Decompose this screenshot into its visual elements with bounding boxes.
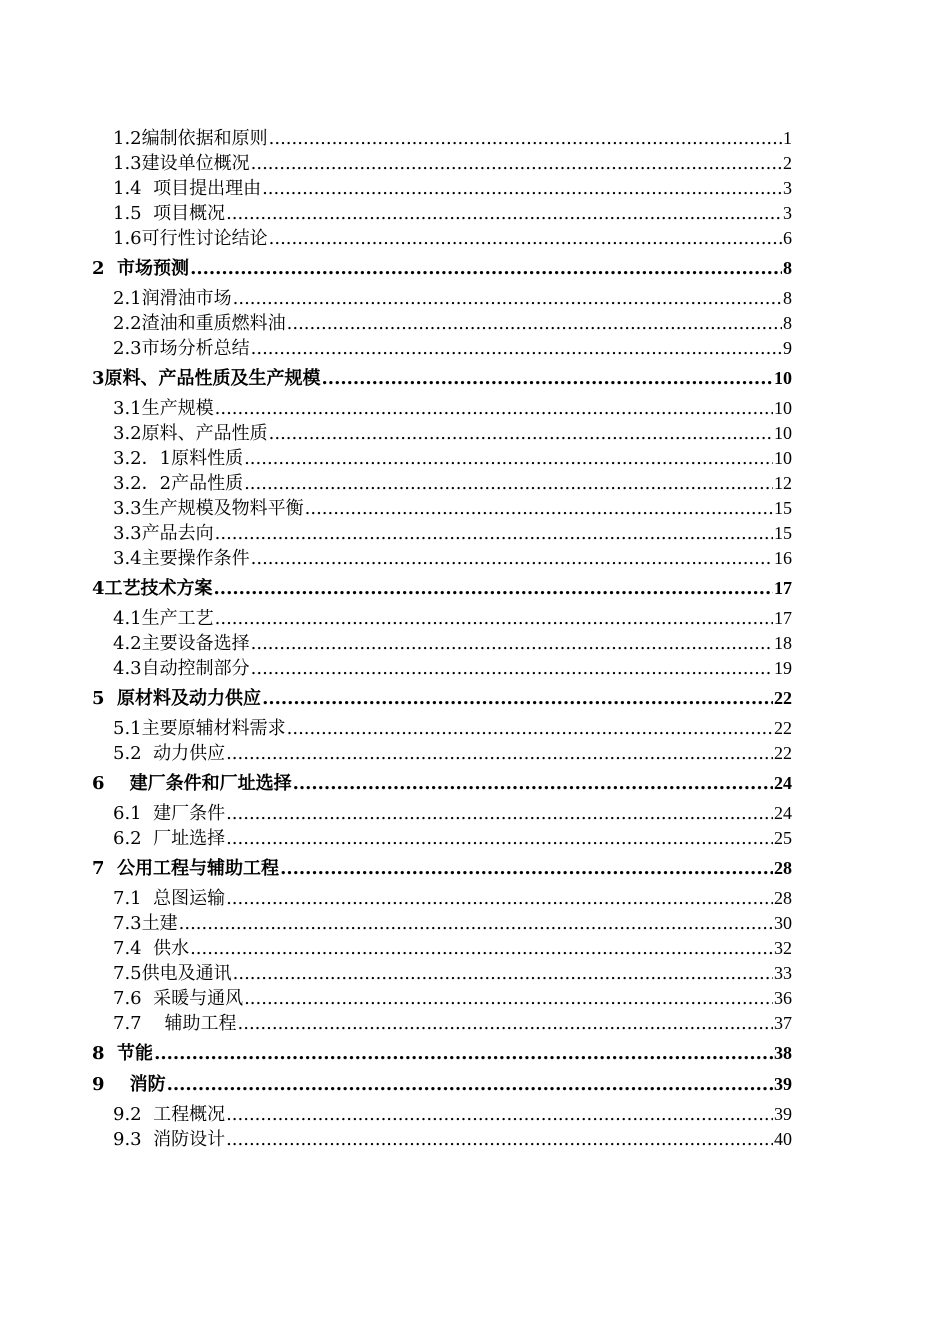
- toc-page-number: 19: [774, 658, 792, 678]
- toc-section-entry[interactable]: [92, 519, 792, 544]
- toc-entry-title: 6.1 建厂条件: [113, 803, 226, 824]
- toc-dot-leader: [287, 718, 773, 739]
- toc-section-entry[interactable]: [92, 1125, 792, 1150]
- toc-dot-leader: [269, 228, 782, 249]
- toc-page-number: 17: [774, 578, 792, 598]
- toc-dot-leader: [179, 913, 773, 934]
- toc-page-number: 22: [774, 688, 792, 708]
- toc-entry-title: 4工艺技术方案: [92, 578, 213, 599]
- toc-dot-leader: [226, 803, 773, 824]
- toc-page-number: 3: [783, 178, 792, 198]
- toc-dot-leader: [226, 828, 773, 849]
- toc-page-number: 38: [774, 1043, 792, 1063]
- toc-section-entry[interactable]: [92, 799, 792, 824]
- toc-entry-title: 1.2编制依据和原则: [113, 128, 268, 149]
- toc-entry-title: 7.6 采暖与通风: [113, 988, 244, 1009]
- toc-entry-title: 3.2．1原料性质: [113, 448, 244, 469]
- toc-chapter-entry[interactable]: [92, 364, 792, 390]
- toc-entry-title: 6 建厂条件和厂址选择: [92, 773, 292, 794]
- toc-section-entry[interactable]: [92, 444, 792, 469]
- toc-entry-title: 7 公用工程与辅助工程: [92, 858, 280, 879]
- toc-dot-leader: [226, 203, 782, 224]
- toc-chapter-entry[interactable]: [92, 254, 792, 280]
- toc-page-number: 15: [774, 523, 792, 543]
- toc-page-number: 40: [774, 1129, 792, 1149]
- toc-dot-leader: [244, 988, 773, 1009]
- toc-dot-leader: [305, 498, 773, 519]
- toc-page-number: 25: [774, 828, 792, 848]
- toc-dot-leader: [262, 688, 773, 709]
- toc-dot-leader: [251, 153, 782, 174]
- toc-dot-leader: [214, 578, 773, 599]
- toc-page-number: 24: [774, 773, 792, 793]
- toc-page-number: 36: [774, 988, 792, 1008]
- toc-dot-leader: [215, 398, 773, 419]
- toc-dot-leader: [215, 608, 773, 629]
- toc-section-entry[interactable]: [92, 224, 792, 249]
- toc-page-number: 22: [774, 718, 792, 738]
- toc-entry-title: 5.2 动力供应: [113, 743, 226, 764]
- toc-page-number: 16: [774, 548, 792, 568]
- toc-page-number: 8: [783, 258, 792, 278]
- toc-section-entry[interactable]: [92, 714, 792, 739]
- toc-dot-leader: [233, 963, 773, 984]
- toc-page-number: 17: [774, 608, 792, 628]
- toc-section-entry[interactable]: [92, 309, 792, 334]
- toc-page-number: 12: [774, 473, 792, 493]
- toc-entry-title: 6.2 厂址选择: [113, 828, 226, 849]
- toc-section-entry[interactable]: [92, 824, 792, 849]
- toc-page-number: 1: [783, 128, 792, 148]
- toc-section-entry[interactable]: [92, 174, 792, 199]
- toc-section-entry[interactable]: [92, 284, 792, 309]
- toc-page-number: 8: [783, 288, 792, 308]
- toc-dot-leader: [269, 423, 773, 444]
- toc-section-entry[interactable]: [92, 334, 792, 359]
- toc-entry-title: 7.3土建: [113, 913, 178, 934]
- toc-entry-title: 3.2．2产品性质: [113, 473, 244, 494]
- toc-page-number: 28: [774, 858, 792, 878]
- toc-dot-leader: [226, 888, 773, 909]
- toc-entry-title: 3.3生产规模及物料平衡: [113, 498, 304, 519]
- toc-entry-title: 4.3自动控制部分: [113, 658, 250, 679]
- toc-page-number: 24: [774, 803, 792, 823]
- toc-page-number: 22: [774, 743, 792, 763]
- toc-entry-title: 7.7 辅助工程: [113, 1013, 237, 1034]
- toc-entry-title: 1.4 项目提出理由: [113, 178, 262, 199]
- toc-section-entry[interactable]: [92, 1009, 792, 1034]
- toc-dot-leader: [167, 1074, 773, 1095]
- toc-section-entry[interactable]: [92, 739, 792, 764]
- toc-section-entry[interactable]: [92, 629, 792, 654]
- toc-section-entry[interactable]: [92, 604, 792, 629]
- toc-section-entry[interactable]: [92, 654, 792, 679]
- toc-dot-leader: [293, 773, 773, 794]
- toc-section-entry[interactable]: [92, 984, 792, 1009]
- toc-entry-title: 9 消防: [92, 1074, 166, 1095]
- toc-dot-leader: [190, 938, 773, 959]
- toc-dot-leader: [233, 288, 782, 309]
- toc-page-number: 10: [774, 448, 792, 468]
- toc-entry-title: 9.2 工程概况: [113, 1104, 226, 1125]
- toc-page-number: 15: [774, 498, 792, 518]
- toc-chapter-entry[interactable]: [92, 769, 792, 795]
- toc-chapter-entry[interactable]: [92, 684, 792, 710]
- toc-section-entry[interactable]: [92, 469, 792, 494]
- toc-entry-title: 2.1润滑油市场: [113, 288, 232, 309]
- toc-dot-leader: [251, 658, 773, 679]
- table-of-contents: [92, 124, 792, 1150]
- toc-entry-title: 7.4 供水: [113, 938, 190, 959]
- toc-entry-title: 3.3产品去向: [113, 523, 214, 544]
- toc-page-number: 10: [774, 398, 792, 418]
- toc-dot-leader: [322, 368, 773, 389]
- toc-entry-title: 7.5供电及通讯: [113, 963, 232, 984]
- toc-entry-title: 2.2渣油和重质燃料油: [113, 313, 286, 334]
- toc-page-number: 9: [783, 338, 792, 358]
- toc-dot-leader: [226, 1129, 773, 1150]
- toc-dot-leader: [251, 633, 773, 654]
- toc-section-entry[interactable]: [92, 934, 792, 959]
- toc-section-entry[interactable]: [92, 884, 792, 909]
- toc-dot-leader: [251, 338, 782, 359]
- toc-entry-title: 5.1主要原辅材料需求: [113, 718, 286, 739]
- toc-page-number: 37: [774, 1013, 792, 1033]
- toc-entry-title: 4.1生产工艺: [113, 608, 214, 629]
- toc-entry-title: 8 节能: [92, 1043, 154, 1064]
- toc-dot-leader: [244, 473, 773, 494]
- toc-entry-title: 3原料、产品性质及生产规模: [92, 368, 321, 389]
- toc-section-entry[interactable]: [92, 124, 792, 149]
- toc-entry-title: 2.3市场分析总结: [113, 338, 250, 359]
- toc-chapter-entry[interactable]: [92, 854, 792, 880]
- toc-section-entry[interactable]: [92, 909, 792, 934]
- toc-page-number: 33: [774, 963, 792, 983]
- toc-dot-leader: [238, 1013, 773, 1034]
- toc-page-number: 18: [774, 633, 792, 653]
- toc-dot-leader: [226, 743, 773, 764]
- toc-dot-leader: [215, 523, 773, 544]
- toc-entry-title: 2 市场预测: [92, 258, 190, 279]
- toc-chapter-entry[interactable]: [92, 574, 792, 600]
- toc-entry-title: 7.1 总图运输: [113, 888, 226, 909]
- toc-page-number: 6: [783, 228, 792, 248]
- toc-entry-title: 5 原材料及动力供应: [92, 688, 262, 709]
- toc-entry-title: 3.4主要操作条件: [113, 548, 250, 569]
- toc-dot-leader: [262, 178, 782, 199]
- toc-entry-title: 9.3 消防设计: [113, 1129, 226, 1150]
- toc-section-entry[interactable]: [92, 494, 792, 519]
- toc-section-entry[interactable]: [92, 199, 792, 224]
- toc-page-number: 3: [783, 203, 792, 223]
- toc-section-entry[interactable]: [92, 149, 792, 174]
- toc-dot-leader: [287, 313, 782, 334]
- toc-section-entry[interactable]: [92, 419, 792, 444]
- toc-page-number: 10: [774, 368, 792, 388]
- toc-dot-leader: [154, 1043, 773, 1064]
- toc-dot-leader: [226, 1104, 773, 1125]
- toc-entry-title: 3.2原料、产品性质: [113, 423, 268, 444]
- toc-section-entry[interactable]: [92, 959, 792, 984]
- toc-entry-title: 1.5 项目概况: [113, 203, 226, 224]
- toc-entry-title: 1.6可行性讨论结论: [113, 228, 268, 249]
- toc-page-number: 2: [783, 153, 792, 173]
- toc-section-entry[interactable]: [92, 1100, 792, 1125]
- toc-page-number: 8: [783, 313, 792, 333]
- toc-page-number: 30: [774, 913, 792, 933]
- toc-dot-leader: [280, 858, 773, 879]
- toc-section-entry[interactable]: [92, 544, 792, 569]
- toc-page-number: 32: [774, 938, 792, 958]
- toc-section-entry[interactable]: [92, 394, 792, 419]
- toc-chapter-entry[interactable]: [92, 1070, 792, 1096]
- toc-dot-leader: [251, 548, 773, 569]
- toc-dot-leader: [190, 258, 782, 279]
- toc-entry-title: 3.1生产规模: [113, 398, 214, 419]
- toc-page-number: 39: [774, 1104, 792, 1124]
- toc-entry-title: 1.3建设单位概况: [113, 153, 250, 174]
- toc-dot-leader: [244, 448, 773, 469]
- toc-page-number: 10: [774, 423, 792, 443]
- toc-page-number: 39: [774, 1074, 792, 1094]
- toc-chapter-entry[interactable]: [92, 1039, 792, 1065]
- toc-entry-title: 4.2主要设备选择: [113, 633, 250, 654]
- toc-page-number: 28: [774, 888, 792, 908]
- toc-dot-leader: [269, 128, 782, 149]
